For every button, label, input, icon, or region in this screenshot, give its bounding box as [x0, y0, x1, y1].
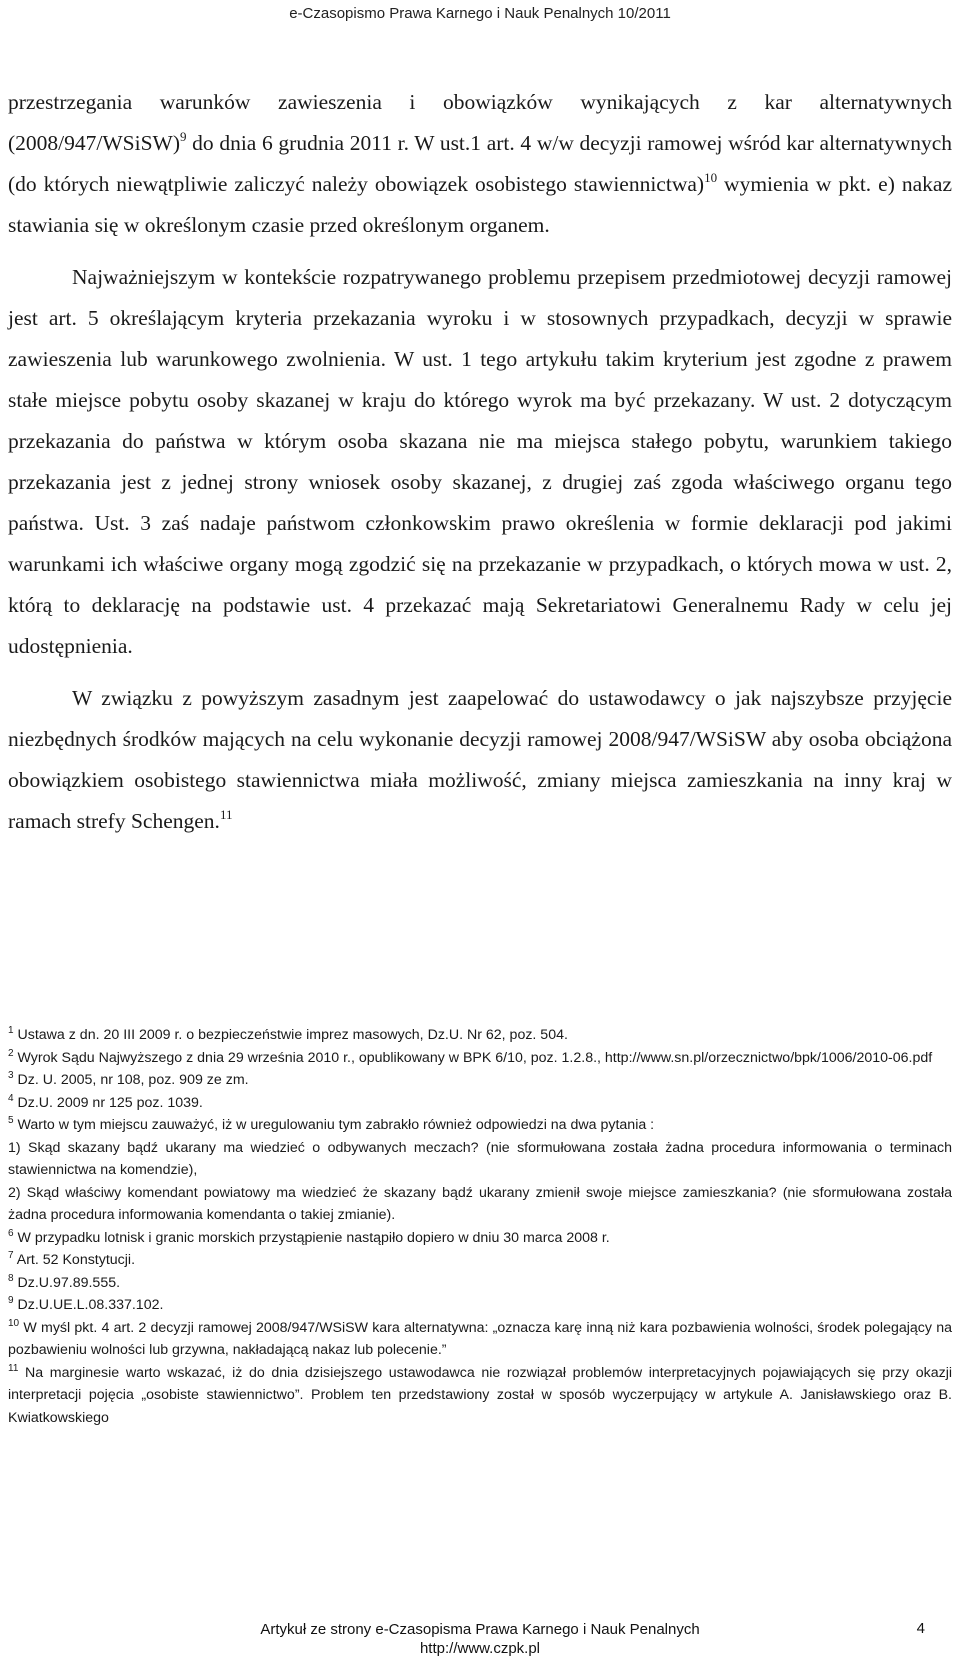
footnote-text: Na marginesie warto wskazać, iż do dnia dzisiejszego ustawodawca nie rozwiązał problemów interpretacyjnych pojawiających się przy okazji interpretacji pojęcia „osobiste stawiennictwo”. Problem ten przedstawiony został w sposób wyczerpujący w artykule A. Janisławskiego oraz B. Kwiatkowskiego — [8, 1364, 952, 1426]
footnote-ref-9[interactable]: 9 — [180, 129, 187, 144]
footnote-4 — [8, 1092, 952, 1115]
footnote-text: Ustawa z dn. 20 III 2009 r. o bezpieczeństwie imprez masowych, Dz.U. Nr 62, poz. 504. — [17, 1027, 568, 1043]
footnote-number: 5 — [8, 1115, 14, 1126]
footnote-text: Dz.U.UE.L.08.337.102. — [17, 1297, 164, 1313]
running-header: e-Czasopismo Prawa Karnego i Nauk Penalnych 10/2011 — [289, 5, 671, 22]
footnote-11 — [8, 1362, 952, 1430]
footnote-number: 7 — [8, 1250, 14, 1261]
footnote-text: Dz.U.97.89.555. — [17, 1274, 121, 1291]
footnote-number: 2 — [8, 1047, 14, 1059]
paragraph-2: Najważniejszym w kontekście rozpatrywanego problemu przepisem przedmiotowej decyzji ramowej jest art. 5 określającym kryteria przekazania wyroku i w stosownych przypadkach, decyzji w sprawie zawieszenia lub warunkowego zwolnienia. W ust. 1 tego artykułu takim kryterium jest zgodne z prawem stałe miejsce pobytu osoby skazanej w kraju do którego wyrok ma być przekazany. W ust. 2 dotyczącym przekazania do państwa w którym osoba skazana nie ma miejsca stałego pobytu, warunkiem takiego przekazania jest z jednej strony wniosek osoby skazanej, z drugiej zaś zgoda właściwego organu tego państwa. Ust. 3 zaś nadaje państwom członkowskim prawo określenia w formie deklaracji pod jakimi warunkami ich właściwe organy mogą zgodzić się na przekazanie w przypadkach, o których mowa w ust. 2, którą to deklarację na podstawie ust. 4 przekazać mają Sekretariatowi Generalnemu Rady w celu jej udostępnienia. — [8, 265, 952, 658]
paragraph-1-text-b: do dnia 6 grudnia 2011 r. W ust.1 art. 4 w/w decyzji ramowej wśród kar alternatywnych (do których niewątpliwie zaliczyć należy obowiązek osobistego stawiennictwa) — [8, 131, 952, 196]
footnote-ref-10[interactable]: 10 — [704, 170, 718, 185]
paragraph-1 — [8, 82, 952, 246]
footnote-text: Warto w tym miejscu zauważyć, iż w uregulowaniu tym zabrakło również odpowiedzi na dwa pytania : — [17, 1117, 655, 1133]
page-number: 4 — [916, 1620, 925, 1637]
footnote-8 — [8, 1272, 952, 1295]
footnote-text: W myśl pkt. 4 art. 2 decyzji ramowej 2008/947/WSiSW kara alternatywna: „oznacza karę inną niż kara pozbawienia wolności, środek polegający na pozbawieniu wolności lub grzywna, nakładającą nakaz lub polecenie.” — [8, 1319, 952, 1358]
footnote-number: 8 — [8, 1272, 14, 1284]
footnote-text: Art. 52 Konstytucji. — [16, 1252, 136, 1268]
footnote-ref-11[interactable]: 11 — [219, 807, 233, 822]
footnote-5-item-1: 1) Skąd skazany bądź ukarany ma wiedzieć o odbywanych meczach? (nie sformułowana została żadna procedura informowania o terminach stawiennictwa na komendzie), — [8, 1139, 952, 1178]
footnote-text: W przypadku lotnisk i granic morskich przystąpienie nastąpiło dopiero w dniu 30 marca 2008 r. — [17, 1229, 610, 1246]
footnote-10 — [8, 1317, 952, 1362]
page-footer — [0, 1620, 960, 1658]
footnote-1 — [8, 1024, 952, 1047]
footnote-text: Dz.U. 2009 nr 125 poz. 1039. — [17, 1094, 203, 1111]
footnote-number: 4 — [8, 1092, 14, 1104]
footer-url-link[interactable]: http://www.czpk.pl — [419, 1640, 541, 1657]
footnotes-section — [8, 1024, 952, 1429]
footnote-number: 1 — [8, 1025, 14, 1036]
footnote-text: Dz. U. 2005, nr 108, poz. 909 ze zm. — [17, 1072, 249, 1088]
footnote-5-item-2: 2) Skąd właściwy komendant powiatowy ma wiedzieć że skazany bądź ukarany zmienił swoje miejsce zamieszkania? (nie sformułowana została żadna procedura informowania komendanta o takiej zmianie). — [8, 1184, 952, 1223]
footnote-number: 6 — [8, 1227, 14, 1239]
footnote-9 — [8, 1294, 952, 1317]
footnote-number: 10 — [8, 1317, 20, 1329]
paragraph-3 — [8, 678, 952, 842]
footnote-number: 11 — [8, 1362, 19, 1374]
paragraph-1-text-a: przestrzegania warunków zawieszenia i obowiązków wynikających z kar alternatywnych (2008/947/WSiSW) — [8, 90, 952, 155]
article-body — [8, 82, 952, 842]
footnote-6 — [8, 1227, 952, 1250]
footnote-5 — [8, 1114, 952, 1137]
footer-source: Artykuł ze strony e-Czasopisma Prawa Karnego i Nauk Penalnych — [260, 1621, 700, 1638]
footnote-2 — [8, 1047, 952, 1070]
paragraph-1-text-c: wymienia w pkt. e) nakaz stawiania się w określonym czasie przed określonym organem. — [8, 172, 952, 237]
footnote-number: 9 — [8, 1295, 14, 1306]
footnote-number: 3 — [8, 1070, 14, 1081]
footnote-3 — [8, 1069, 952, 1092]
footnote-7 — [8, 1249, 952, 1272]
paragraph-3-text: W związku z powyższym zasadnym jest zaapelować do ustawodawcy o jak najszybsze przyjęcie niezbędnych środków mających na celu wykonanie decyzji ramowej 2008/947/WSiSW aby osoba obciążona obowiązkiem osobistego stawiennictwa miała możliwość, zmiany miejsca zamieszkania na inny kraj w ramach strefy Schengen. — [8, 686, 952, 833]
footnote-text: Wyrok Sądu Najwyższego z dnia 29 września 2010 r., opublikowany w BPK 6/10, poz. 1.2.8., http://www.sn.pl/orzecznictwo/bpk/1006/2010-06.pdf — [17, 1049, 933, 1066]
